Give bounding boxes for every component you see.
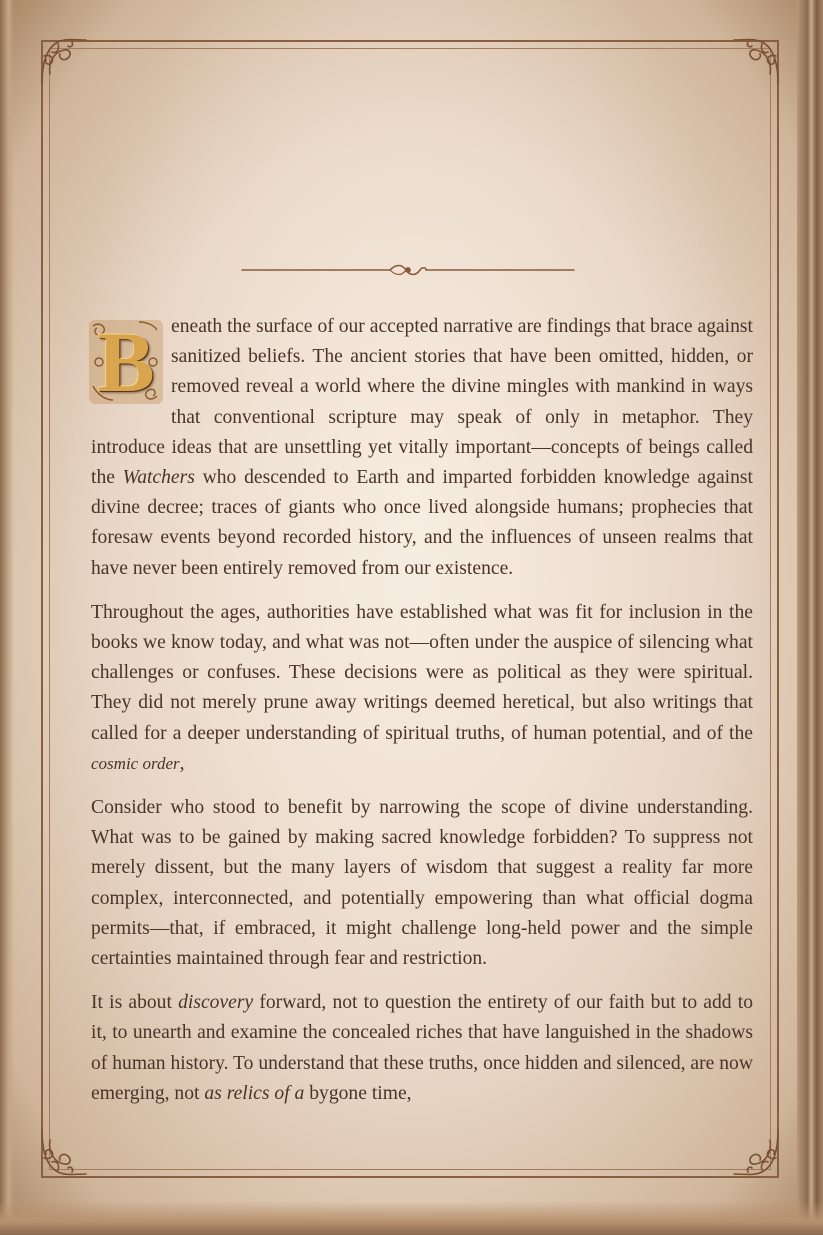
paragraph: Throughout the ages, authorities have established what was fit for inclusion in the books we know today, and what was not—often under the auspice of silencing what challenges or confuses. These decisions were as political as they were spiritual. They did not merely prune away writings deemed heretical, but also writings that called for a deeper understanding of spiritual truths, of human potential, and of the cosmic order, (91, 601, 753, 774)
ornamental-divider-icon (240, 262, 576, 278)
corner-flourish-icon (36, 1124, 92, 1180)
illuminated-dropcap (87, 316, 165, 408)
dropcap-letter: B (97, 314, 155, 410)
paragraph: Consider who stood to benefit by narrowing the scope of divine understanding. What was to be gained by making sacred knowledge forbidden? To suppress not merely dissent, but the many layers of wisdom that suggest a reality far more complex, interconnected, and potentially empowering than what official dogma permits—that, if embraced, it might challenge long-held power and the simple certainties maintained through fear and restriction. (91, 797, 753, 970)
page-edge-bottom (0, 1201, 823, 1235)
page-edge-right (797, 0, 823, 1235)
page-edge-left (0, 0, 14, 1235)
body-text (91, 312, 753, 1123)
corner-flourish-icon (728, 1124, 784, 1180)
paragraph: B eneath the surface of our accepted narrative are findings that brace against sanitized beliefs. The ancient stories that have been omitted, hidden, or removed reveal a world where the divine mingles with mankind in ways that conventional scripture may speak of only in metaphor. They introduce ideas that are unsettling yet vitally important—concepts of beings called the Watchers who descended to Earth and imparted forbidden knowledge against divine decree; traces of giants who once lived alongside humans; prophecies that foresaw events beyond recorded history, and the influences of unseen realms that have never been entirely removed from our existence. (91, 312, 753, 584)
paragraph: It is about discovery forward, not to question the entirety of our faith but to add to it, to unearth and examine the concealed riches that have languished in the shadows of human history. To understand that these truths, once hidden and silenced, are now emerging, not as relics of a bygone time, (91, 992, 753, 1104)
corner-flourish-icon (728, 34, 784, 90)
corner-flourish-icon (36, 34, 92, 90)
